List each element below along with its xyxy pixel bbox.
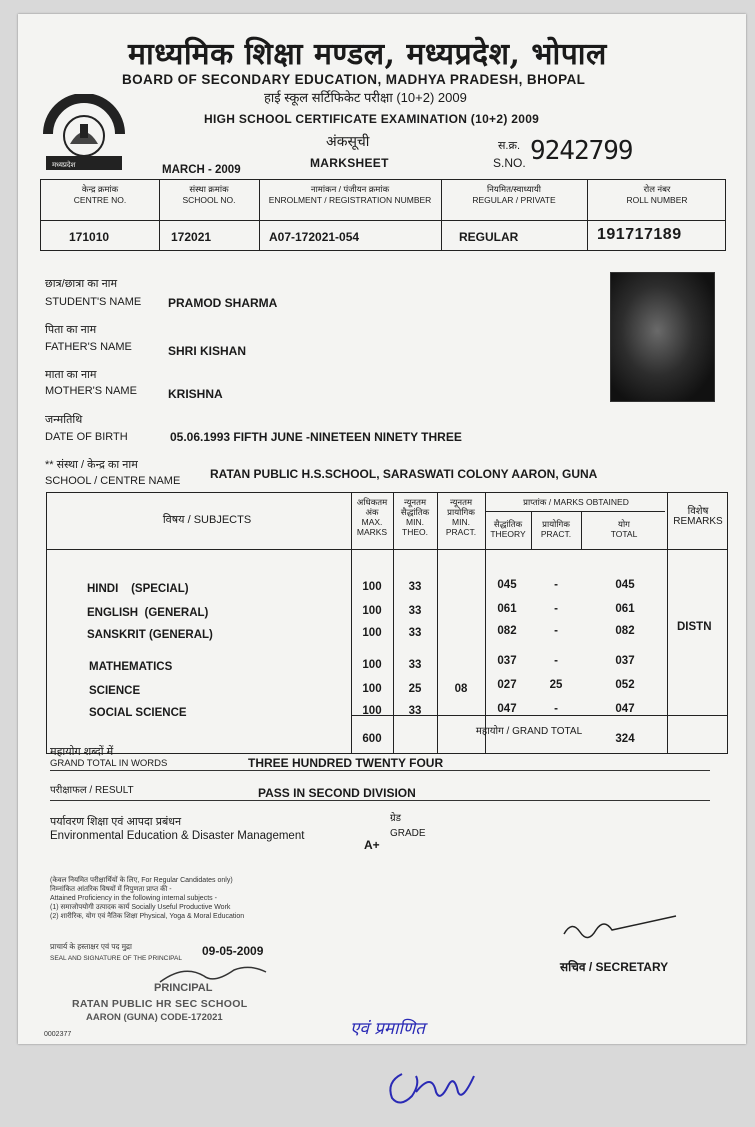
exam-title-english: HIGH SCHOOL CERTIFICATE EXAMINATION (10+2) 2009 — [204, 112, 540, 126]
father-name-value: SHRI KISHAN — [168, 344, 247, 358]
result-label: परीक्षाफल / RESULT — [50, 785, 134, 796]
attestation-note: एवं प्रमाणित — [350, 1019, 425, 1039]
document-serial: 0002377 — [44, 1031, 72, 1038]
env-label-hindi: पर्यावरण शिक्षा एवं आपदा प्रबंधन — [50, 816, 182, 828]
header-enrolment: नामांकन / पंजीयन क्रमांक ENROLMENT / REGISTRATION NUMBER — [268, 184, 432, 205]
dob-label: DATE OF BIRTH — [45, 431, 128, 443]
school-value: RATAN PUBLIC H.S.SCHOOL, SARASWATI COLONY AARON, GUNA — [210, 467, 598, 481]
marksheet-document — [18, 14, 746, 1044]
header-centre-no: केन्द्र क्रमांक CENTRE NO. — [73, 184, 127, 205]
serial-label-hindi: स.क्र. — [498, 140, 520, 152]
secretary-signature — [560, 912, 680, 942]
header-remarks: विशेष REMARKS — [673, 506, 723, 527]
centre-no-value: 171010 — [69, 230, 110, 244]
result-value: PASS IN SECOND DIVISION — [258, 786, 416, 800]
marks-table: विषय / SUBJECTS अधिकतम अंक MAX. MARKS न्यूनतम सैद्धांतिक MIN. THEO. न्यूनतम प्रायोगिक MIN. PRACT. प्राप्तांक / MARKS OBTAINED सैद्धांतिक THEORY प्रायोगिक PRACT. योग TOTAL विशेष REMARKS HINDI (SPECIAL) 100 33 045 - 045 ENGLISH (GENERAL) 100 33 061 - 061 SANSKRIT (GENERAL) 100 33 082 - 082 DISTN MATHEMATICS 100 33 037 - 037 SCIENCE 100 25 08 027 25 052 SOCIAL SCIENCE 100 33 047 - 047 600 महायोग / GRAND TOTAL 324 — [46, 492, 728, 754]
regular-private-value: REGULAR — [459, 230, 519, 244]
school-label-hindi: ** संस्था / केन्द्र का नाम — [45, 459, 138, 471]
father-name-label-hindi: पिता का नाम — [45, 324, 97, 336]
principal-stamp: PRINCIPAL RATAN PUBLIC HR SEC SCHOOL AARON (GUNA) CODE-172021 — [62, 962, 294, 1028]
serial-number: 9242799 — [530, 136, 633, 166]
issue-date: 09-05-2009 — [202, 944, 264, 958]
seal-caption: मध्यप्रदेश — [52, 162, 76, 169]
student-name-value: PRAMOD SHARMA — [168, 296, 278, 310]
student-photo — [610, 272, 715, 402]
principal-label-hindi: प्राचार्य के हस्ताक्षर एवं पद मुद्रा — [50, 942, 132, 951]
board-title-hindi: माध्यमिक शिक्षा मण्डल, मध्यप्रदेश, भोपाल — [128, 37, 607, 72]
grand-total-value: 324 — [615, 733, 635, 745]
header-theory: सैद्धांतिक THEORY — [490, 519, 526, 539]
mother-name-label-hindi: माता का नाम — [45, 369, 97, 381]
grade-value: A+ — [364, 838, 380, 852]
header-regular-private: नियमित/स्वाध्यायी REGULAR / PRIVATE — [472, 184, 556, 205]
marksheet-title-hindi: अंकसूची — [326, 133, 370, 149]
header-school-no: संस्था क्रमांक SCHOOL NO. — [182, 184, 236, 205]
roll-number-value: 191717189 — [597, 226, 682, 243]
header-marks-obtained: प्राप्तांक / MARKS OBTAINED — [523, 497, 629, 507]
grand-total-label: महायोग / GRAND TOTAL — [475, 726, 583, 737]
enrolment-value: A07-172021-054 — [269, 230, 360, 244]
header-subjects: विषय / SUBJECTS — [162, 514, 252, 526]
secretary-label: सचिव / SECRETARY — [560, 960, 669, 974]
school-label: SCHOOL / CENTRE NAME — [45, 475, 181, 487]
header-total: योग TOTAL — [610, 519, 638, 539]
mother-name-value: KRISHNA — [168, 387, 223, 401]
student-name-label: STUDENT'S NAME — [45, 296, 142, 308]
header-roll-number: रोल नंबर ROLL NUMBER — [626, 184, 688, 205]
serial-label-english: S.NO. — [493, 156, 526, 170]
exam-session: MARCH - 2009 — [162, 164, 241, 176]
header-min-practical: न्यूनतम प्रायोगिक MIN. PRACT. — [445, 497, 477, 537]
principal-label: SEAL AND SIGNATURE OF THE PRINCIPAL — [50, 955, 182, 962]
board-title-english: BOARD OF SECONDARY EDUCATION, MADHYA PRADESH, BHOPAL — [122, 72, 586, 87]
dob-label-hindi: जन्मतिथि — [45, 414, 83, 426]
header-min-theory: न्यूनतम सैद्धांतिक MIN. THEO. — [400, 497, 430, 537]
attestation-signature — [382, 1062, 492, 1110]
father-name-label: FATHER'S NAME — [45, 341, 132, 353]
grand-max-marks: 600 — [362, 733, 382, 745]
student-name-label-hindi: छात्र/छात्रा का नाम — [45, 278, 118, 290]
exam-title-hindi: हाई स्कूल सर्टिफिकेट परीक्षा (10+2) 2009 — [264, 90, 467, 105]
env-label: Environmental Education & Disaster Management — [50, 830, 305, 842]
school-no-value: 172021 — [171, 230, 212, 244]
marksheet-title-english: MARKSHEET — [310, 156, 389, 170]
grade-label: GRADE — [390, 828, 426, 839]
proficiency-notes: (केवल नियमित परीक्षार्थियों के लिए, For Regular Candidates only) निम्नांकित आंतरिक विषयों में निपुणता प्राप्त की - Attained Proficiency in the following internal subjects - (1) समाजोपयोगी उत्पादक कार्य Socially Useful Productive Work (2) शारीरिक, योग एवं नैतिक शिक्षा Physical, Yoga & Moral Education — [50, 877, 245, 920]
dob-value: 05.06.1993 FIFTH JUNE -NINETEEN NINETY THREE — [170, 430, 462, 444]
header-practical: प्रायोगिक PRACT. — [540, 519, 572, 539]
words-label: GRAND TOTAL IN WORDS — [50, 758, 168, 769]
header-max-marks: अधिकतम अंक MAX. MARKS — [356, 497, 388, 537]
grade-label-hindi: ग्रेड — [390, 813, 401, 824]
mother-name-label: MOTHER'S NAME — [45, 385, 137, 397]
words-value: THREE HUNDRED TWENTY FOUR — [248, 756, 444, 770]
centre-info-table — [40, 179, 726, 251]
words-label-hindi: महायोग शब्दों में — [50, 746, 114, 758]
